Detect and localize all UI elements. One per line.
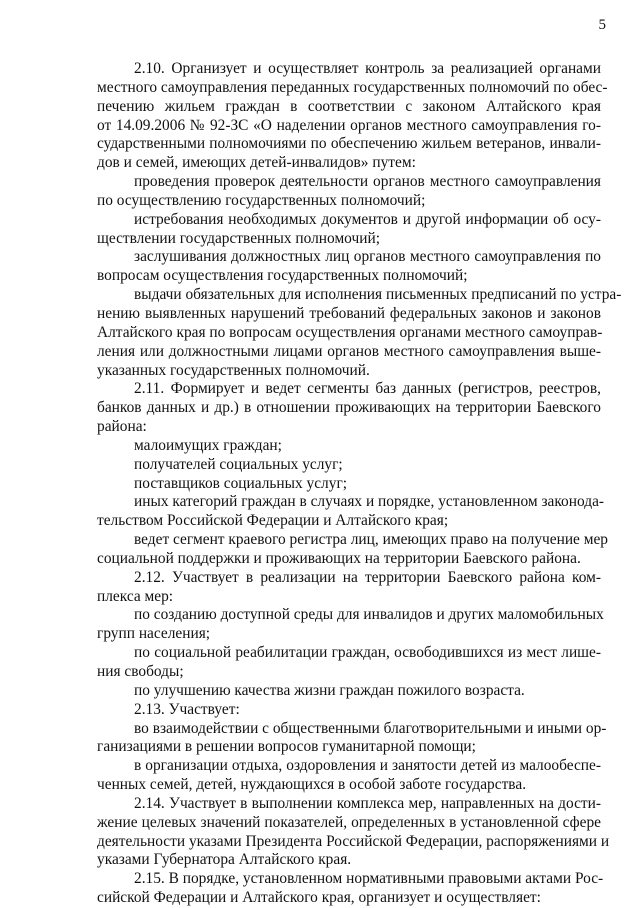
document-body: [97, 60, 622, 908]
text-line: Алтайского края по вопросам осуществления органами местного самоуправ-: [97, 323, 603, 341]
paragraph: [97, 531, 608, 569]
text-line: дов и семей, имеющих детей-инвалидов» путем:: [97, 154, 416, 172]
paragraph: [97, 757, 601, 795]
text-line: печению жильем граждан в соответствии с законом Алтайского края: [97, 97, 601, 115]
text-line: ществлении государственных полномочий;: [97, 229, 380, 247]
paragraph: [97, 794, 610, 870]
text-line: получателей социальных услуг;: [134, 455, 343, 473]
text-line: вопросам осуществления государственных полномочий;: [97, 267, 468, 285]
text-line: групп населения;: [97, 625, 211, 643]
text-line: истребования необходимых документов и другой информации об осу-: [134, 210, 601, 228]
text-line: ния свободы;: [97, 663, 184, 680]
text-line: деятельности указами Президента Российской Федерации, распоряжениями и: [97, 832, 610, 850]
text-line: выдачи обязательных для исполнения письменных предписаний по устра-: [134, 286, 622, 304]
text-line: социальной поддержки и проживающих на территории Баевского района.: [97, 549, 581, 567]
paragraph: [97, 380, 601, 437]
paragraph: [97, 870, 604, 908]
paragraph: [97, 173, 601, 211]
text-line: по осуществлению государственных полномочий;: [97, 191, 426, 209]
paragraph: [97, 286, 622, 380]
paragraph: [97, 701, 601, 720]
text-line: проведения проверок деятельности органов местного самоуправления: [134, 173, 601, 191]
text-line: тельством Российской Федерации и Алтайского края;: [97, 512, 449, 530]
paragraph: [97, 248, 601, 286]
page-number: 5: [598, 17, 606, 33]
text-line: 2.15. В порядке, установленном нормативными правовыми актами Рос-: [134, 870, 604, 888]
text-line: плекса мер:: [97, 587, 174, 605]
text-line: жение целевых значений показателей, определенных в установленной сфере: [97, 813, 601, 831]
text-line: района:: [97, 418, 147, 436]
text-line: 2.11. Формирует и ведет сегменты баз данных (регистров, реестров,: [134, 380, 601, 398]
text-line: в организации отдыха, оздоровления и занятости детей из малообеспе-: [134, 757, 601, 775]
paragraph: [97, 569, 601, 607]
paragraph: [97, 60, 608, 173]
text-line: во взаимодействии с общественными благотворительными и иными ор-: [134, 719, 607, 737]
text-line: ведет сегмент краевого регистра лиц, имеющих право на получение мер: [134, 531, 608, 549]
text-line: по социальной реабилитации граждан, освободившихся из мест лише-: [134, 644, 601, 662]
text-line: сийской Федерации и Алтайского края, организует и осуществляет:: [97, 889, 541, 907]
text-line: указами Губернатора Алтайского края.: [97, 851, 352, 869]
paragraph: [97, 456, 601, 475]
text-line: 2.10. Организует и осуществляет контроль за реализацией органами: [134, 60, 601, 77]
text-line: указанных государственных полномочий.: [97, 361, 370, 379]
paragraph: [97, 682, 601, 701]
text-line: нению выявленных нарушений требований федеральных законов и законов: [97, 304, 601, 322]
text-line: по созданию доступной среды для инвалидов и других маломобильных: [134, 606, 604, 624]
text-line: по улучшению качества жизни граждан пожилого возраста.: [134, 681, 525, 699]
paragraph: [97, 606, 604, 644]
paragraph: [97, 493, 605, 531]
text-line: ченных семей, детей, нуждающихся в особой заботе государства.: [97, 776, 527, 794]
text-line: местного самоуправления переданных государственных полномочий по обес-: [97, 78, 608, 96]
paragraph: [97, 211, 601, 249]
paragraph: [97, 644, 601, 682]
text-line: поставщиков социальных услуг;: [134, 474, 348, 492]
text-line: 2.14. Участвует в выполнении комплекса мер, направленных на дости-: [134, 794, 601, 812]
text-line: 2.13. Участвует:: [134, 700, 240, 718]
text-line: сударственными полномочиями по обеспечению жильем ветеранов, инвали-: [97, 135, 601, 153]
text-line: 2.12. Участвует в реализации на территории Баевского района ком-: [134, 568, 601, 586]
text-line: заслушивания должностных лиц органов местного самоуправления по: [134, 248, 601, 266]
paragraph: [97, 719, 607, 758]
text-line: ганизациями в решении вопросов гуманитарной помощи;: [97, 738, 476, 756]
paragraph: [97, 437, 601, 456]
paragraph: [97, 475, 601, 494]
text-line: от 14.09.2006 № 92-ЗС «О наделении органов местного самоуправления го-: [97, 116, 601, 134]
text-line: банков данных и др.) в отношении проживающих на территории Баевского: [97, 399, 601, 417]
text-line: ления или должностными лицами органов местного самоуправления выше-: [97, 342, 601, 360]
text-line: иных категорий граждан в случаях и порядке, установленном законода-: [134, 493, 605, 511]
text-line: малоимущих граждан;: [134, 436, 282, 454]
